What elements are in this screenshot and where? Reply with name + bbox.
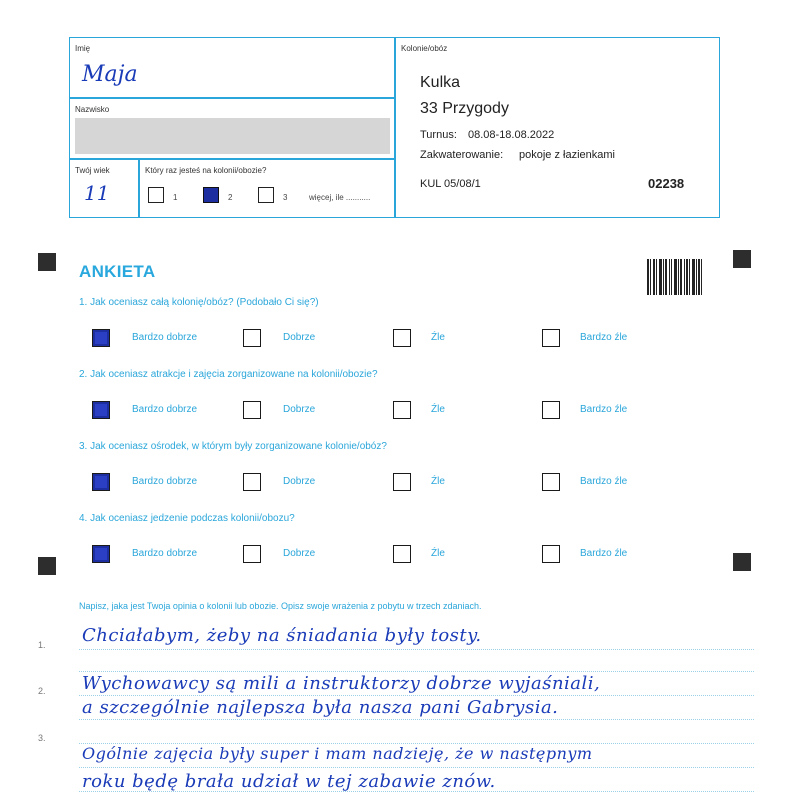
question-4-option-checkbox[interactable] (92, 545, 110, 563)
question-4-option-checkbox[interactable] (542, 545, 560, 563)
times-option-label: 1 (173, 193, 178, 202)
question-1-text: 1. Jak oceniasz całą kolonię/obóz? (Podobało Ci się?) (79, 297, 319, 308)
question-2-option-checkbox[interactable] (92, 401, 110, 419)
question-2-option-label: Bardzo dobrze (132, 404, 198, 415)
survey-title: ANKIETA (79, 262, 156, 281)
question-3-option-checkbox[interactable] (542, 473, 560, 491)
times-label: Który raz jesteś na kolonii/obozie? (145, 166, 267, 175)
question-4-option-checkbox[interactable] (243, 545, 261, 563)
question-4-text: 4. Jak oceniasz jedzenie podczas kolonii/obozu? (79, 513, 295, 524)
question-2-option-label: Źle (431, 404, 445, 415)
writing-rule (79, 671, 754, 672)
camp-name: Kulka (420, 74, 461, 91)
question-3-option-checkbox[interactable] (393, 473, 411, 491)
question-4-option-checkbox[interactable] (393, 545, 411, 563)
accommodation-label: Zakwaterowanie: (420, 149, 504, 161)
opinion-line-1[interactable]: Chciałabym, żeby na śniadania były tosty. (82, 625, 482, 646)
surname-label: Nazwisko (75, 105, 110, 114)
question-1-option-label: Źle (431, 332, 445, 343)
header-rule (69, 97, 395, 99)
question-3-text: 3. Jak oceniasz ośrodek, w którym były zorganizowane kolonie/obóz? (79, 441, 387, 452)
writing-rule (79, 695, 754, 696)
opinion-line-5[interactable]: roku będę brała udział w tej zabawie znów. (82, 771, 496, 792)
question-2-option-checkbox[interactable] (243, 401, 261, 419)
header-divider (394, 37, 396, 218)
writing-rule (79, 767, 754, 768)
question-3-option-checkbox[interactable] (243, 473, 261, 491)
age-value[interactable]: 11 (84, 181, 110, 205)
age-label: Twój wiek (75, 166, 110, 175)
name-value[interactable]: Maja (82, 62, 138, 87)
times-checkbox-1[interactable] (148, 187, 164, 203)
question-2-option-label: Dobrze (283, 404, 316, 415)
turnus-value: 08.08-18.08.2022 (468, 129, 555, 141)
writing-rule (79, 649, 754, 650)
times-more-field[interactable]: więcej, ile ........... (309, 193, 371, 202)
question-4-option-label: Bardzo źle (580, 548, 628, 559)
registration-marker (38, 557, 56, 575)
accommodation-value: pokoje z łazienkami (519, 149, 615, 161)
opinion-line-3[interactable]: a szczególnie najlepsza była nasza pani Gabrysia. (82, 697, 559, 718)
header-rule (69, 158, 395, 160)
question-1-option-checkbox[interactable] (393, 329, 411, 347)
question-1-option-label: Bardzo dobrze (132, 332, 198, 343)
question-1-option-checkbox[interactable] (542, 329, 560, 347)
question-2-option-label: Bardzo źle (580, 404, 628, 415)
question-1-option-checkbox[interactable] (92, 329, 110, 347)
camp-label: Kolonie/obóz (401, 44, 448, 53)
surname-redaction (75, 118, 390, 154)
question-4-option-label: Bardzo dobrze (132, 548, 198, 559)
line-number: 3. (38, 733, 46, 743)
times-option-label: 3 (283, 193, 288, 202)
times-checkbox-2[interactable] (203, 187, 219, 203)
question-3-option-label: Bardzo dobrze (132, 476, 198, 487)
question-1-option-checkbox[interactable] (243, 329, 261, 347)
header-divider (138, 158, 140, 218)
question-3-option-label: Bardzo źle (580, 476, 628, 487)
opinion-prompt: Napisz, jaka jest Twoja opinia o kolonii lub obozie. Opisz swoje wrażenia z pobytu w trzech zdaniach. (79, 601, 482, 611)
turnus-label: Turnus: (420, 129, 457, 141)
question-3-option-label: Źle (431, 476, 445, 487)
registration-marker (733, 250, 751, 268)
line-number: 1. (38, 640, 46, 650)
question-1-option-label: Dobrze (283, 332, 316, 343)
question-2-option-checkbox[interactable] (393, 401, 411, 419)
opinion-line-4[interactable]: Ogólnie zajęcia były super i mam nadzieję, że w następnym (82, 744, 593, 763)
question-1-option-label: Bardzo źle (580, 332, 628, 343)
barcode (647, 259, 702, 295)
question-4-option-label: Źle (431, 548, 445, 559)
form-number: 02238 (648, 176, 685, 191)
writing-rule (79, 719, 754, 720)
times-checkbox-3[interactable] (258, 187, 274, 203)
opinion-line-2[interactable]: Wychowawcy są mili a instruktorzy dobrze wyjaśniali, (82, 673, 601, 694)
times-option-label: 2 (228, 193, 233, 202)
camp-program: 33 Przygody (420, 100, 509, 117)
question-3-option-checkbox[interactable] (92, 473, 110, 491)
name-label: Imię (75, 44, 91, 53)
question-2-option-checkbox[interactable] (542, 401, 560, 419)
registration-marker (38, 253, 56, 271)
registration-marker (733, 553, 751, 571)
question-3-option-label: Dobrze (283, 476, 316, 487)
line-number: 2. (38, 686, 46, 696)
question-4-option-label: Dobrze (283, 548, 316, 559)
camp-code: KUL 05/08/1 (420, 178, 481, 190)
question-2-text: 2. Jak oceniasz atrakcje i zajęcia zorganizowane na kolonii/obozie? (79, 369, 378, 380)
